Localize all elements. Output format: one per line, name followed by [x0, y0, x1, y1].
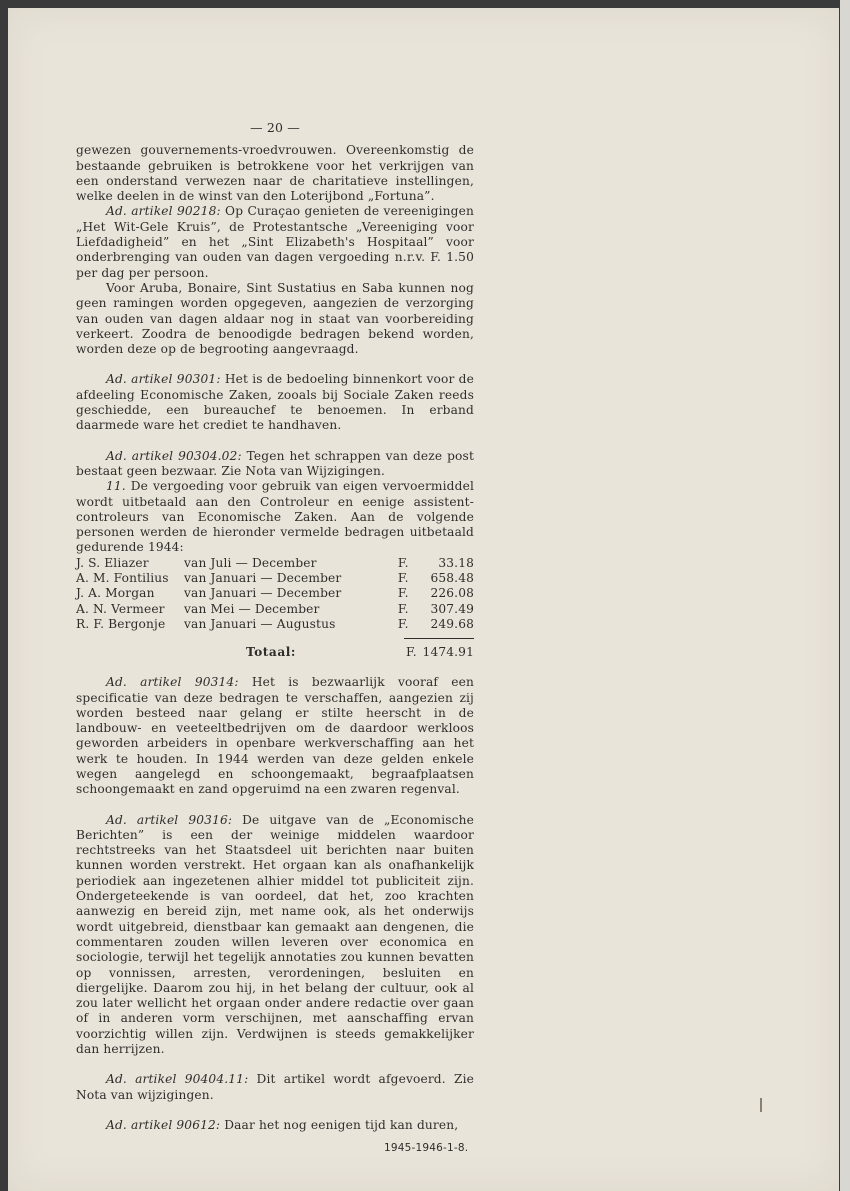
paragraph-artikel-90314 [76, 675, 474, 797]
payment-amount: 226.08 [430, 586, 474, 601]
paragraph-artikel-90612 [76, 1118, 474, 1133]
payee-name: J. S. Eliazer [76, 555, 149, 570]
payment-period: van Januari — December [184, 586, 342, 601]
table-row [76, 602, 474, 617]
article-ref-90314: Ad. artikel 90314: [106, 675, 239, 690]
payee-name: J. A. Morgan [76, 586, 155, 601]
article-text-90218: Op Curaçao genieten de vereenigingen „Het Wit-Gele Kruis”, de Protestantsche „Vereeniging voor Liefdadigheid” en het „Sint Elizabeth's Hospitaal” voor onderbrenging van ouden van dagen vergoeding n.r.v. F. 1.50 per dag per persoon. [76, 204, 474, 280]
paragraph-vergoeding-vervoermiddel [76, 479, 474, 555]
table-row [76, 571, 474, 586]
page-number: — 20 — [250, 120, 300, 135]
scan-edge [840, 0, 850, 1191]
payment-period: van Januari — Augustus [184, 616, 336, 631]
article-text-90404: Dit artikel wordt afgevoerd. Zie Nota van wijzigingen. [76, 1072, 474, 1102]
document-page [8, 8, 839, 1191]
paragraph-artikel-90301 [76, 372, 474, 433]
vergoeding-text: De vergoeding voor gebruik van eigen vervoermiddel wordt uitbetaald aan den Controleur en eenige assistent-controleurs van Economische Zaken. Aan de volgende personen werden de hieronder vermelde bedragen uitbetaald gedurende 1944: [76, 479, 474, 555]
total-label: Totaal: [246, 645, 296, 660]
payment-currency: F. [397, 555, 409, 570]
item-number-11: 11. [106, 479, 126, 494]
paragraph-artikel-90304 [76, 449, 474, 480]
article-text-90301: Het is de bedoeling binnenkort voor de afdeeling Economische Zaken, zooals bij Sociale Zaken reeds geschiedde, een bureauchef te benoemen. In erband daarmede ware het crediet te handhaven. [76, 372, 474, 433]
article-ref-90404: Ad. artikel 90404.11: [106, 1072, 249, 1087]
article-text-90612: Daar het nog eenigen tijd kan duren, [220, 1117, 459, 1132]
payment-amount: 33.18 [438, 555, 474, 570]
table-row [76, 617, 474, 632]
payment-currency: F. [397, 616, 409, 631]
payment-amount: 249.68 [430, 616, 474, 631]
document-code: 1945-1946-1-8. [384, 1142, 469, 1154]
paragraph-artikel-90316 [76, 813, 474, 1058]
article-text-90316: De uitgave van de „Economische Berichten” is een der weinige middelen waardoor rechtstreeks van het Staatsdeel uit berichten naar buiten kunnen worden verstrekt. Het orgaan kan als onafhankelijk periodiek aan ingezetenen alhier middel tot publiciteit zijn. Ondergeteekende is van oordeel, dat het, zoo krachten aanwezig en bereid zijn, met name ook, als het onderwijs wordt uitgebreid, dienstbaar kan gemaakt aan dengenen, die commentaren zouden willen leveren over economica en sociologie, terwijl het tegelijk annotaties zou kunnen bevatten op vonnissen, arresten, verordeningen, besluiten en diergelijke. Daarom zou hij, in het belang der cultuur, ook al zou later wellicht het orgaan onder andere redactie over gaan of in anderen vorm verschijnen, met aanschaffing ervan voorzichtig willen zijn. Verdwijnen is steeds gemakkelijker dan herrijzen. [76, 812, 474, 1057]
payee-name: A. M. Fontilius [76, 571, 169, 586]
article-text-90314: Het is bezwaarlijk vooraf een specificatie van deze bedragen te verschaffen, aangezien zij worden besteed naar gelang er stilte heerscht in de landbouw- en veeteeltbedrijven om de daardoor werkloos geworden arbeiders in openbare werkverschaffing aan het werk te houden. In 1944 werden van deze gelden enkele wegen aangelegd en schoongemaakt, begraafplaatsen schoongemaakt en zand opgeruimd na een zwaren regenval. [76, 675, 474, 797]
article-ref-90304: Ad. artikel 90304.02: [106, 448, 242, 463]
article-ref-90612: Ad. artikel 90612: [106, 1117, 221, 1132]
payments-table [76, 556, 474, 632]
table-row [76, 556, 474, 571]
paragraph-artikel-90404 [76, 1072, 474, 1103]
payment-period: van Juli — December [184, 555, 317, 570]
article-ref-90301: Ad. artikel 90301: [106, 372, 221, 387]
paragraph-gouvernements-vroedvrouwen: gewezen gouvernements-vroedvrouwen. Overeenkomstig de bestaande gebruiken is betrokkene voor het verkrijgen van een onderstand verwezen naar de charitatieve instellingen, welke deelen in de winst van den Loterijbond „Fortuna”. [76, 143, 474, 204]
total-amount: 1474.91 [422, 645, 474, 660]
payment-amount: 658.48 [430, 571, 474, 586]
payments-total [76, 638, 474, 660]
text-column [76, 120, 474, 1133]
payee-name: R. F. Bergonje [76, 616, 166, 631]
article-ref-90316: Ad. artikel 90316: [106, 812, 233, 827]
paragraph-artikel-90218 [76, 204, 474, 280]
payment-currency: F. [397, 586, 409, 601]
payment-period: van Januari — December [184, 571, 342, 586]
payee-name: A. N. Vermeer [76, 601, 165, 616]
paragraph-aruba-bonaire: Voor Aruba, Bonaire, Sint Sustatius en Saba kunnen nog geen ramingen worden opgegeven, aangezien de verzorging van ouden van dagen aldaar nog in staat van voorbereiding verkeert. Zoodra de benoodigde bedragen bekend worden, worden deze op de begrooting aangevraagd. [76, 280, 474, 357]
table-row [76, 586, 474, 601]
total-currency: F. [406, 645, 417, 660]
article-ref-90218: Ad. artikel 90218: [106, 204, 221, 219]
payment-amount: 307.49 [430, 601, 474, 616]
article-text-90304: Tegen het schrappen van deze post bestaat geen bezwaar. Zie Nota van Wijzigingen. [76, 448, 474, 478]
payment-currency: F. [397, 601, 409, 616]
total-rule [404, 638, 474, 639]
margin-mark [760, 1098, 762, 1112]
payment-period: van Mei — December [184, 601, 320, 616]
payment-currency: F. [397, 571, 409, 586]
